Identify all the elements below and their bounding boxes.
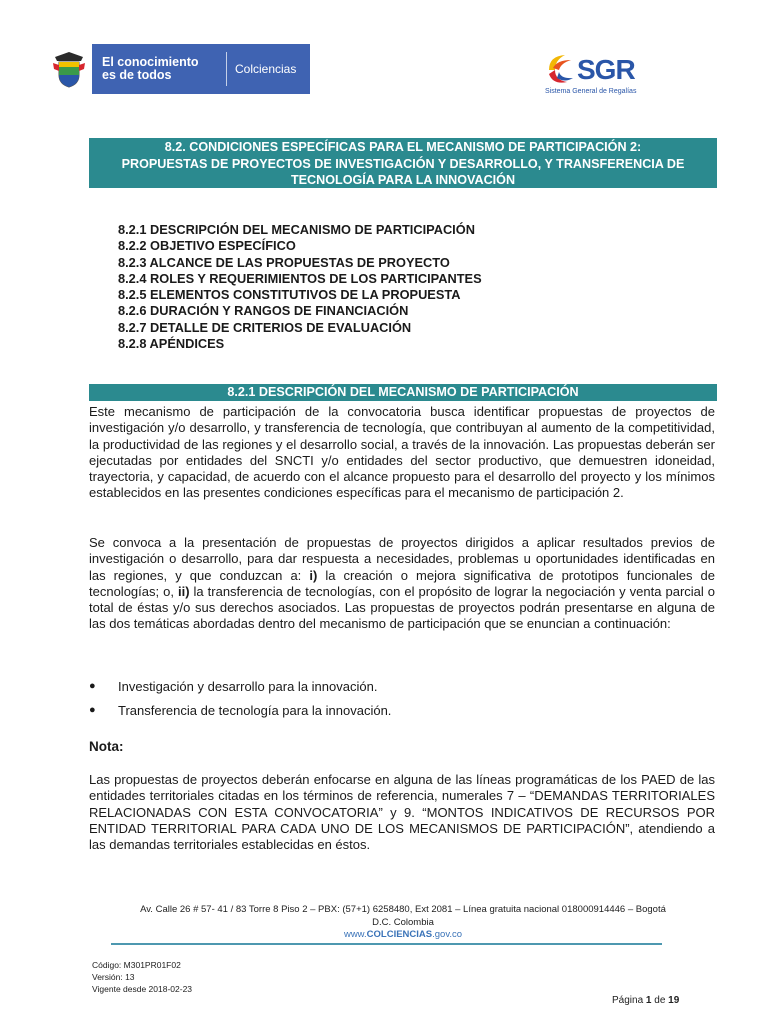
list-item: ● Investigación y desarrollo para la innovación.: [89, 678, 378, 694]
document-metadata: Código: M301PR01F02 Versión: 13 Vigente desde 2018-02-23: [92, 960, 193, 994]
list-item: ● Transferencia de tecnología para la innovación.: [89, 702, 392, 718]
coat-of-arms-icon: [46, 44, 92, 94]
table-of-contents: [118, 222, 482, 352]
bullet-icon: ●: [89, 680, 96, 692]
toc-item: 8.2.1 DESCRIPCIÓN DEL MECANISMO DE PARTICIPACIÓN: [118, 222, 475, 237]
agency-name: Colciencias: [235, 62, 297, 76]
gov-slogan: El conocimiento es de todos: [102, 55, 199, 82]
page-number: Página 1 de 19: [612, 995, 680, 1006]
bullet-icon: ●: [89, 704, 96, 716]
note-label: Nota:: [89, 739, 124, 754]
toc-item: 8.2.3 ALCANCE DE LAS PROPUESTAS DE PROYECTO: [118, 254, 450, 270]
section-title-banner: 8.2. CONDICIONES ESPECÍFICAS PARA EL MECANISMO DE PARTICIPACIÓN 2: PROPUESTAS DE PROYECTOS DE INVESTIGACIÓN Y DESARROLLO, Y TRANSFERENCIA DE TECNOLOGÍA PARA LA INNOVACIÓN: [89, 138, 717, 188]
toc-item: 8.2.2 OBJETIVO ESPECÍFICO: [118, 238, 296, 254]
section-heading: 8.2.1 DESCRIPCIÓN DEL MECANISMO DE PARTICIPACIÓN: [89, 384, 717, 401]
footer-address: Av. Calle 26 # 57- 41 / 83 Torre 8 Piso 2 – PBX: (57+1) 6258480, Ext 2081 – Línea gratuita nacional 018000914446 – Bogotá D.C. Colombia www.COLCIENCIAS.gov.co: [89, 904, 717, 942]
gov-logo-block: [46, 44, 310, 94]
sgr-wordmark: SGR: [577, 54, 635, 85]
sgr-subtitle: Sistema General de Regalías: [545, 88, 637, 95]
website-link[interactable]: www.COLCIENCIAS.gov.co: [343, 929, 463, 940]
toc-item: 8.2.8 APÉNDICES: [118, 336, 225, 352]
toc-item: 8.2.5 ELEMENTOS CONSTITUTIVOS DE LA PROPUESTA: [118, 287, 461, 303]
logo-divider: [226, 52, 227, 86]
toc-item: 8.2.6 DURACIÓN Y RANGOS DE FINANCIACIÓN: [118, 303, 409, 319]
sgr-logo: [543, 50, 653, 102]
paragraph-note: Las propuestas de proyectos deberán enfocarse en alguna de las líneas programáticas de los PAED de las entidades territoriales citadas en los términos de referencia, numerales 7 – “DEMANDAS TERRITORIALES RELACIONADAS CON ESTA CONVOCATORIA” y 9. “MONTOS INDICATIVOS DE RECURSOS POR ENTIDAD TERRITORIAL PARA CADA UNO DE LOS MECANISMOS DE PARTICIPACIÓN”, atendiendo a las demandas territoriales establecidas en éstos.: [89, 772, 715, 853]
paragraph-call: Se convoca a la presentación de propuestas de proyectos dirigidos a aplicar resultados previos de investigación o desarrollo, para dar respuesta a necesidades, problemas u oportunidades identificadas en las regiones, y que conduzcan a: i) la creación o mejora significativa de prototipos funcionales de tecnologías; o, ii) la transferencia de tecnologías, con el propósito de lograr la negociación y venta parcial o total de éstas y/o sus derechos asociados. Las propuestas de proyectos podrán presentarse en alguna de las dos temáticas abordadas dentro del mecanismo de participación que se enuncian a continuación:: [89, 535, 716, 632]
thematic-list: [89, 674, 391, 722]
footer-divider: [111, 943, 662, 945]
toc-item: 8.2.4 ROLES Y REQUERIMIENTOS DE LOS PARTICIPANTES: [118, 270, 482, 286]
paragraph-description: Este mecanismo de participación de la convocatoria busca identificar propuestas de proyectos de investigación y/o desarrollo, y transferencia de tecnología, que contribuyan al aumento de la competitividad, la productividad de las regiones y el desarrollo social, a través de la innovación. Las propuestas deberán ser ejecutadas por entidades del SNCTI y/o entidades del sector productivo, que demuestren idoneidad, trayectoria, y capacidad, de acuerdo con el alcance propuesto para el desarrollo del proyecto y los mínimos establecidos en las presentes condiciones específicas para el mecanismo de participación 2.: [89, 404, 715, 501]
toc-item: 8.2.7 DETALLE DE CRITERIOS DE EVALUACIÓN: [118, 319, 412, 335]
